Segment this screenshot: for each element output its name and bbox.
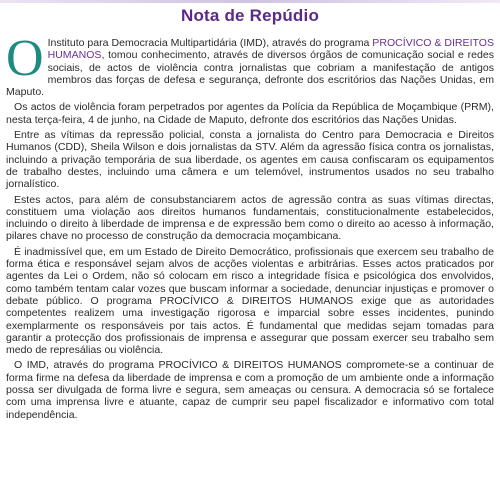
paragraph-2 bbox=[6, 101, 494, 126]
paragraph-5 bbox=[6, 246, 494, 357]
page-title: Nota de Repúdio bbox=[180, 6, 320, 25]
paragraph-text: , tomou conhecimento, através de diversos órgãos de comunicação social e redes sociais, de actos de violência contra jornalistas que cobriam a manifestação de antigos membros das forças de defesa e segurança, defronte dos escritórios das Nações Unidas, em Maputo. bbox=[6, 49, 494, 99]
paragraph-text: Entre as vítimas da repressão policial, consta a jornalista do Centro para Democracia e Direitos Humanos (CDD), Sheila Wilson e dois jornalistas da STV. Além da agressão física contra os jornalistas, incluindo a privação temporária de sua liberdade, os agentes em causa confiscaram os equipamentos de trabalho destes, incluindo uma câmera e um telemóvel, instrumentos usados no seu trabalho jornalístico. bbox=[6, 129, 494, 191]
bottom-fade bbox=[0, 478, 500, 500]
program-name-highlight: PROCÍVICO & DIREITOS HUMANOS bbox=[47, 37, 494, 62]
paragraph-text: É inadmissível que, em um Estado de Direito Democrático, profissionais que exercem seu trabalho de forma ética e responsável sejam alvos de acções violentas e arbitrárias. Esses actos praticados por agentes da Lei o Ordem, não só colocam em risco a integridade física e psicológica dos envolvidos, como também tentam calar vozes que buscam informar a sociedade, denunciar injustiças e promover o debate público. O programa PROCÍVICO & DIREITOS HUMANOS exige que as autoridades competentes realizem uma investigação rigorosa e imparcial sobre esses incidentes, punindo exemplarmente os responsáveis por tais actos. É fundamental que medidas sejam tomadas para garantir a protecção dos profissionais de imprensa e assegurar que possam exercer seu trabalho sem medo de represálias ou violência. bbox=[6, 245, 494, 357]
paragraph-text: O IMD, através do programa PROCÍVICO & DIREITOS HUMANOS compromete-se a continuar de forma firme na defesa da liberdade de imprensa e com a promoção de um ambiente onde a informação possa ser divulgada de forma livre e segura, sem ameaças ou censura. A democracia só se fortalece com uma imprensa livre e atuante, capaz de cumprir seu papel fiscalizador e informativo com total independência. bbox=[6, 359, 494, 421]
paragraph-3 bbox=[6, 129, 494, 190]
statement-body bbox=[6, 30, 494, 421]
paragraph-6 bbox=[6, 359, 494, 420]
paragraph-4 bbox=[6, 194, 494, 243]
top-accent-bar bbox=[0, 0, 500, 3]
drop-cap: O bbox=[6, 30, 44, 87]
paragraph-text: Instituto para Democracia Multipartidária (IMD), através do programa bbox=[47, 37, 373, 49]
paragraph-text: Os actos de violência foram perpetrados por agentes da Polícia da República de Moçambique (PRM), nesta terça-feira, 4 de junho, na Cidade de Maputo, defronte dos escritórios das Nações Unidas. bbox=[6, 101, 494, 126]
paragraph-text: Estes actos, para além de consubstanciarem actos de agressão contra as suas vítimas directas, constituem uma violação aos direitos humanos fundamentais, constitucionalmente estabelecidos, incluindo o direito à liberdade de imprensa e de expressão bem como o direito ao acesso à informação, pilares chave no processo de construção da democracia moçambicana. bbox=[6, 193, 494, 243]
paragraph-1 bbox=[6, 30, 494, 99]
